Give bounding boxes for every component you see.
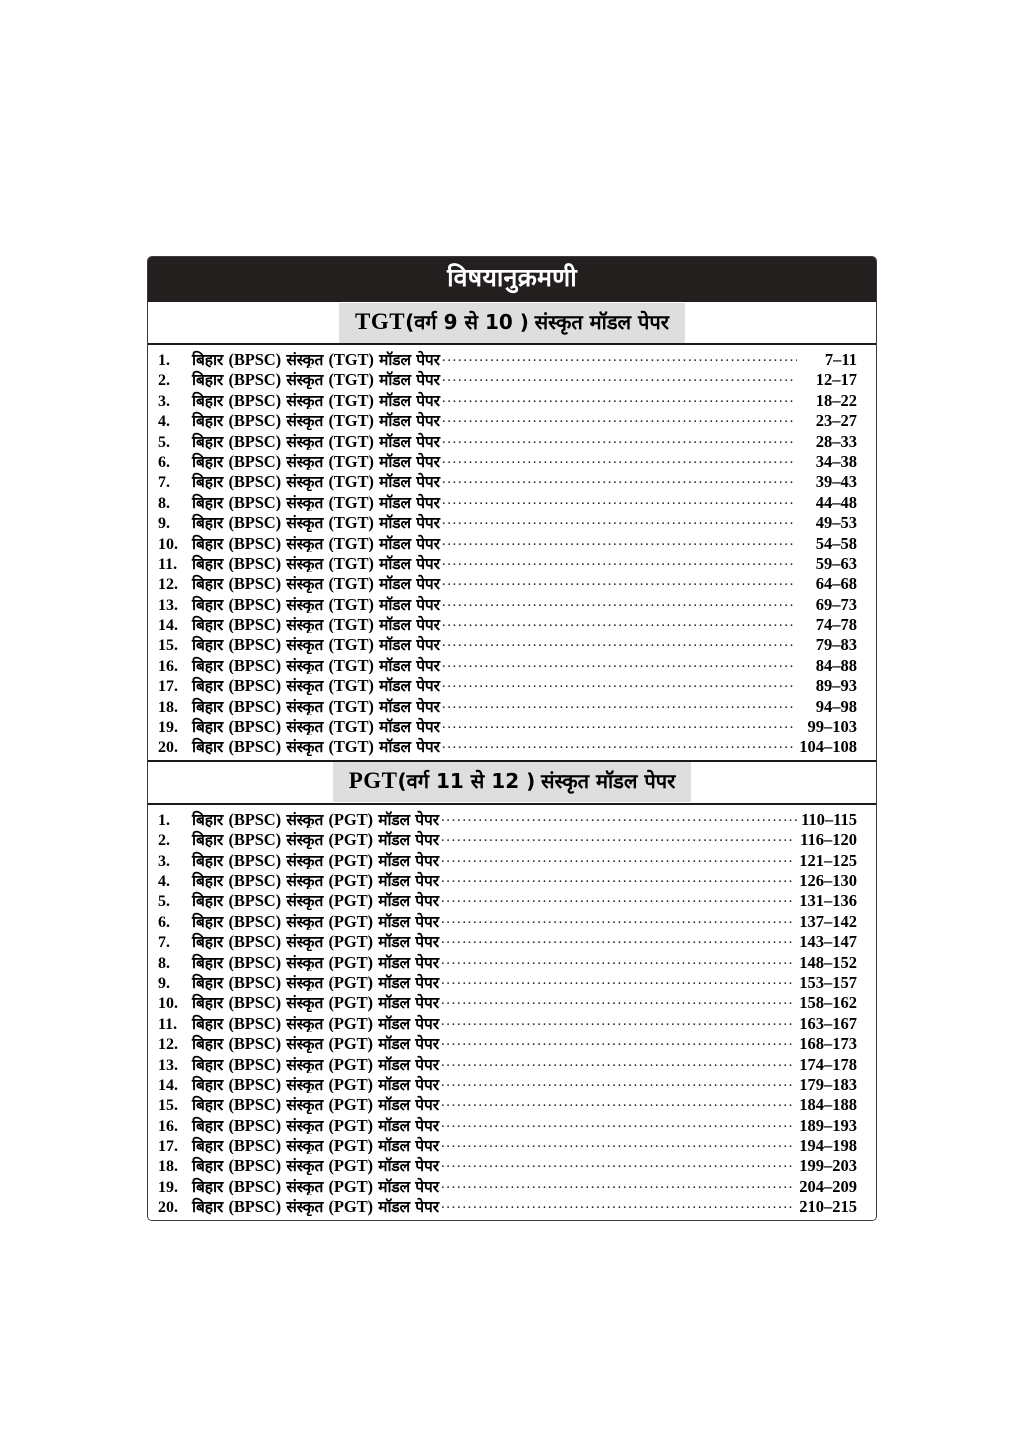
dot-leader	[441, 952, 795, 968]
toc-entry-number: 12.	[158, 576, 178, 593]
section-pgt-subject: संस्कृत मॉडल पेपर	[540, 769, 676, 794]
dot-leader	[442, 492, 795, 508]
toc-list-tgt	[148, 345, 876, 760]
toc-entry-number: 12.	[158, 1036, 178, 1053]
dot-leader	[442, 369, 795, 385]
toc-entry-number: 16.	[158, 657, 178, 675]
toc-entry-number: 9.	[158, 974, 170, 992]
toc-entry-row[interactable]	[148, 389, 876, 409]
toc-entry-row[interactable]	[148, 1012, 876, 1032]
dot-leader	[441, 1013, 795, 1029]
dot-leader	[441, 829, 795, 845]
toc-entry-title: बिहार (BPSC) संस्कृत (PGT) मॉडल पेपर	[192, 1136, 439, 1155]
toc-entry-number: 17.	[158, 678, 178, 695]
toc-entry-row[interactable]	[148, 991, 876, 1011]
section-header-tgt	[148, 302, 876, 345]
toc-entry-row[interactable]	[148, 1073, 876, 1093]
toc-entry-row[interactable]	[148, 1175, 876, 1195]
toc-entry-pages: 137–142	[799, 911, 857, 931]
toc-entry-title: बिहार (BPSC) संस्कृत (TGT) मॉडल पेपर	[192, 370, 440, 389]
dot-leader	[441, 870, 795, 886]
toc-entry-row[interactable]	[148, 613, 876, 633]
toc-entry-title: बिहार (BPSC) संस्कृत (PGT) मॉडल पेपर	[192, 911, 439, 931]
toc-entry-pages: 12–17	[815, 370, 857, 389]
toc-entry-number: 2.	[158, 832, 170, 849]
toc-entry-pages: 79–83	[815, 635, 857, 654]
toc-entry-row[interactable]	[148, 348, 876, 368]
toc-entry-number: 3.	[158, 852, 170, 869]
toc-entry-number: 7.	[158, 934, 170, 951]
toc-entry-pages: 116–120	[800, 830, 857, 849]
dot-leader	[441, 1135, 795, 1151]
dot-leader	[441, 1196, 795, 1212]
toc-entry-title: बिहार (BPSC) संस्कृत (TGT) मॉडल पेपर	[192, 655, 440, 675]
toc-entry-pages: 64–68	[815, 574, 857, 593]
dot-leader	[441, 1033, 795, 1049]
toc-entry-number: 8.	[158, 494, 170, 512]
section-tgt-exam-code: TGT	[355, 308, 406, 334]
toc-entry-row[interactable]	[148, 951, 876, 971]
toc-entry-row[interactable]	[148, 511, 876, 531]
toc-entry-row[interactable]	[148, 532, 876, 552]
toc-entry-title: बिहार (BPSC) संस्कृत (TGT) मॉडल पेपर	[192, 553, 440, 573]
toc-entry-pages: 99–103	[807, 717, 857, 736]
toc-entry-pages: 69–73	[815, 594, 857, 614]
toc-entry-pages: 126–130	[799, 870, 857, 890]
toc-entry-number: 11.	[158, 1015, 178, 1033]
toc-entry-title: बिहार (BPSC) संस्कृत (TGT) मॉडल पेपर	[192, 492, 440, 512]
toc-entry-pages: 153–157	[799, 972, 857, 992]
dot-leader	[442, 451, 795, 467]
toc-entry-pages: 34–38	[815, 451, 857, 471]
dot-leader	[441, 1115, 795, 1131]
toc-entry-pages: 158–162	[799, 993, 857, 1012]
toc-entry-title: बिहार (BPSC) संस्कृत (TGT) मॉडल पेपर	[192, 574, 440, 593]
dot-leader	[442, 594, 795, 610]
toc-entry-number: 6.	[158, 453, 170, 471]
toc-entry-number: 17.	[158, 1138, 178, 1155]
toc-entry-pages: 131–136	[799, 891, 857, 910]
toc-entry-pages: 44–48	[815, 492, 857, 512]
toc-entry-title: बिहार (BPSC) संस्कृत (PGT) मॉडल पेपर	[192, 1013, 439, 1033]
toc-entry-number: 15.	[158, 1097, 178, 1114]
section-tgt-subject: संस्कृत मॉडल पेपर	[534, 309, 669, 334]
toc-entry-title: बिहार (BPSC) संस्कृत (PGT) मॉडल पेपर	[192, 952, 439, 971]
dot-leader	[441, 850, 795, 866]
toc-entry-title: बिहार (BPSC) संस्कृत (PGT) मॉडल पेपर	[192, 830, 439, 849]
dot-leader	[441, 809, 797, 825]
toc-entry-pages: 18–22	[815, 390, 857, 410]
dot-leader	[442, 349, 797, 365]
toc-entry-pages: 210–215	[799, 1197, 857, 1216]
toc-entry-row[interactable]	[148, 450, 876, 470]
toc-entry-number: 14.	[158, 617, 178, 634]
toc-entry-title: बिहार (BPSC) संस्कृत (TGT) मॉडल पेपर	[192, 717, 440, 736]
toc-entry-pages: 163–167	[799, 1013, 857, 1033]
toc-entry-title: बिहार (BPSC) संस्कृत (TGT) मॉडल पेपर	[192, 451, 440, 471]
toc-entry-number: 20.	[158, 1199, 178, 1216]
toc-entry-row[interactable]	[148, 674, 876, 694]
toc-entry-title: बिहार (BPSC) संस्कृत (TGT) मॉडल पेपर	[192, 533, 440, 552]
toc-entry-pages: 28–33	[815, 431, 857, 450]
toc-entry-title: बिहार (BPSC) संस्कृत (TGT) मॉडल पेपर	[192, 676, 440, 695]
toc-entry-pages: 89–93	[815, 676, 857, 695]
toc-entry-number: 5.	[158, 893, 170, 910]
toc-entry-row[interactable]	[148, 470, 876, 490]
toc-entry-title: बिहार (BPSC) संस्कृत (TGT) मॉडल पेपर	[192, 615, 440, 634]
dot-leader	[442, 533, 795, 549]
toc-entry-number: 14.	[158, 1076, 178, 1094]
section-tgt-class-range: (वर्ग 9 से 10 )	[405, 309, 529, 334]
dot-leader	[442, 634, 795, 650]
dot-leader	[441, 1054, 795, 1070]
dot-leader	[442, 512, 795, 528]
toc-entry-pages: 59–63	[815, 553, 857, 573]
section-header-pgt-label	[333, 762, 692, 802]
toc-entry-number: 4.	[158, 413, 170, 430]
dot-leader	[442, 390, 795, 406]
toc-entry-title: बिहार (BPSC) संस्कृत (PGT) मॉडल पेपर	[192, 932, 439, 951]
toc-entry-number: 11.	[158, 555, 178, 573]
dot-leader	[442, 553, 795, 569]
toc-entry-pages: 7–11	[824, 350, 857, 369]
toc-entry-title: बिहार (BPSC) संस्कृत (PGT) मॉडल पेपर	[192, 1054, 439, 1073]
toc-entry-title: बिहार (BPSC) संस्कृत (PGT) मॉडल पेपर	[192, 1156, 439, 1175]
toc-entry-number: 18.	[158, 698, 178, 716]
section-pgt-exam-code: PGT	[348, 768, 398, 794]
toc-entry-row[interactable]	[148, 889, 876, 909]
toc-entry-row[interactable]	[148, 1195, 876, 1215]
toc-entry-row[interactable]	[148, 715, 876, 735]
page-title: विषयानुक्रमणी	[148, 257, 876, 302]
toc-entry-pages: 189–193	[799, 1115, 857, 1135]
toc-entry-row[interactable]	[148, 1154, 876, 1174]
toc-entry-number: 2.	[158, 372, 170, 389]
toc-entry-number: 8.	[158, 954, 170, 971]
dot-leader	[442, 716, 795, 732]
toc-entry-row[interactable]	[148, 971, 876, 991]
toc-entry-pages: 23–27	[815, 411, 857, 430]
toc-entry-pages: 74–78	[815, 615, 857, 634]
toc-entry-row[interactable]	[148, 409, 876, 429]
dot-leader	[442, 471, 795, 487]
toc-entry-number: 9.	[158, 515, 170, 532]
toc-entry-number: 6.	[158, 913, 170, 931]
toc-entry-pages: 148–152	[799, 952, 857, 971]
toc-entry-pages: 39–43	[815, 472, 857, 491]
toc-entry-row[interactable]	[148, 1032, 876, 1052]
table-of-contents	[147, 256, 877, 1221]
toc-entry-title: बिहार (BPSC) संस्कृत (TGT) मॉडल पेपर	[192, 411, 440, 430]
toc-entry-pages: 184–188	[799, 1095, 857, 1114]
toc-entry-title: बिहार (BPSC) संस्कृत (PGT) मॉडल पेपर	[192, 1034, 439, 1053]
toc-entry-title: बिहार (BPSC) संस्कृत (TGT) मॉडल पेपर	[192, 390, 440, 410]
toc-entry-number: 3.	[158, 392, 170, 410]
dot-leader	[441, 890, 795, 906]
toc-entry-row[interactable]	[148, 430, 876, 450]
section-pgt-class-range: (वर्ग 11 से 12 )	[397, 769, 536, 794]
toc-entry-number: 7.	[158, 474, 170, 491]
toc-entry-title: बिहार (BPSC) संस्कृत (PGT) मॉडल पेपर	[192, 972, 439, 992]
toc-entry-row[interactable]	[148, 633, 876, 653]
toc-entry-row[interactable]	[148, 1053, 876, 1073]
toc-entry-number: 20.	[158, 739, 178, 756]
toc-entry-row[interactable]	[148, 368, 876, 388]
toc-entry-number: 15.	[158, 637, 178, 654]
toc-entry-number: 1.	[158, 811, 170, 829]
toc-entry-row[interactable]	[148, 1093, 876, 1113]
toc-entry-title: बिहार (BPSC) संस्कृत (PGT) मॉडल पेपर	[192, 1115, 439, 1135]
toc-entry-pages: 194–198	[799, 1136, 857, 1155]
dot-leader	[442, 573, 795, 589]
toc-entry-row[interactable]	[148, 593, 876, 613]
dot-leader	[441, 1155, 795, 1171]
toc-entry-title: बिहार (BPSC) संस्कृत (TGT) मॉडल पेपर	[192, 737, 440, 756]
toc-entry-title: बिहार (BPSC) संस्कृत (TGT) मॉडल पेपर	[192, 472, 440, 491]
dot-leader	[442, 675, 795, 691]
toc-entry-title: बिहार (BPSC) संस्कृत (PGT) मॉडल पेपर	[192, 809, 439, 829]
dot-leader	[441, 972, 795, 988]
toc-entry-number: 4.	[158, 872, 170, 890]
toc-entry-number: 13.	[158, 1056, 178, 1073]
toc-entry-title: बिहार (BPSC) संस्कृत (PGT) मॉडल पेपर	[192, 1197, 439, 1216]
toc-entry-pages: 174–178	[799, 1054, 857, 1073]
dot-leader	[442, 614, 795, 630]
toc-entry-title: बिहार (BPSC) संस्कृत (TGT) मॉडल पेपर	[192, 696, 440, 716]
toc-entry-number: 19.	[158, 1178, 178, 1196]
toc-entry-number: 19.	[158, 719, 178, 736]
toc-entry-title: बिहार (BPSC) संस्कृत (TGT) मॉडल पेपर	[192, 431, 440, 450]
toc-entry-pages: 54–58	[815, 533, 857, 552]
toc-entry-title: बिहार (BPSC) संस्कृत (TGT) मॉडल पेपर	[192, 513, 440, 532]
toc-entry-pages: 143–147	[799, 932, 857, 951]
dot-leader	[441, 992, 795, 1008]
toc-entry-title: बिहार (BPSC) संस्कृत (TGT) मॉडल पेपर	[192, 635, 440, 654]
toc-entry-title: बिहार (BPSC) संस्कृत (PGT) मॉडल पेपर	[192, 850, 439, 869]
toc-entry-row[interactable]	[148, 1114, 876, 1134]
toc-entry-pages: 204–209	[799, 1176, 857, 1196]
dot-leader	[441, 1074, 795, 1090]
toc-entry-row[interactable]	[148, 552, 876, 572]
toc-entry-row[interactable]	[148, 930, 876, 950]
toc-entry-row[interactable]	[148, 572, 876, 592]
toc-entry-row[interactable]	[148, 869, 876, 889]
toc-entry-number: 5.	[158, 433, 170, 450]
toc-entry-pages: 110–115	[801, 809, 857, 829]
dot-leader	[442, 431, 795, 447]
dot-leader	[442, 696, 795, 712]
toc-entry-number: 18.	[158, 1158, 178, 1175]
dot-leader	[442, 736, 795, 752]
toc-entry-number: 13.	[158, 596, 178, 614]
toc-entry-pages: 168–173	[799, 1034, 857, 1053]
toc-entry-row[interactable]	[148, 808, 876, 828]
toc-entry-number: 1.	[158, 352, 170, 369]
toc-entry-row[interactable]	[148, 849, 876, 869]
toc-entry-pages: 179–183	[799, 1074, 857, 1094]
toc-entry-title: बिहार (BPSC) संस्कृत (PGT) मॉडल पेपर	[192, 870, 439, 890]
toc-entry-title: बिहार (BPSC) संस्कृत (PGT) मॉडल पेपर	[192, 993, 439, 1012]
toc-entry-title: बिहार (BPSC) संस्कृत (TGT) मॉडल पेपर	[192, 594, 440, 614]
toc-entry-number: 10.	[158, 995, 178, 1012]
toc-entry-row[interactable]	[148, 828, 876, 848]
dot-leader	[441, 1176, 795, 1192]
toc-entry-row[interactable]	[148, 1134, 876, 1154]
section-header-pgt	[148, 760, 876, 805]
dot-leader	[441, 931, 795, 947]
toc-entry-pages: 94–98	[815, 696, 857, 716]
toc-entry-pages: 104–108	[799, 737, 857, 756]
toc-entry-row[interactable]	[148, 695, 876, 715]
dot-leader	[442, 410, 795, 426]
toc-entry-title: बिहार (BPSC) संस्कृत (PGT) मॉडल पेपर	[192, 1074, 439, 1094]
dot-leader	[441, 911, 795, 927]
toc-entry-pages: 49–53	[815, 513, 857, 532]
toc-entry-title: बिहार (BPSC) संस्कृत (PGT) मॉडल पेपर	[192, 891, 439, 910]
toc-entry-row[interactable]	[148, 491, 876, 511]
toc-entry-row[interactable]	[148, 735, 876, 755]
toc-list-pgt	[148, 805, 876, 1220]
toc-entry-title: बिहार (BPSC) संस्कृत (TGT) मॉडल पेपर	[192, 350, 440, 369]
dot-leader	[441, 1094, 795, 1110]
dot-leader	[442, 655, 795, 671]
toc-entry-pages: 84–88	[815, 655, 857, 675]
toc-entry-number: 10.	[158, 535, 178, 552]
toc-entry-title: बिहार (BPSC) संस्कृत (PGT) मॉडल पेपर	[192, 1176, 439, 1196]
toc-entry-number: 16.	[158, 1117, 178, 1135]
toc-entry-row[interactable]	[148, 910, 876, 930]
toc-entry-title: बिहार (BPSC) संस्कृत (PGT) मॉडल पेपर	[192, 1095, 439, 1114]
section-header-tgt-label	[339, 303, 685, 343]
toc-entry-pages: 121–125	[799, 850, 857, 869]
toc-entry-row[interactable]	[148, 654, 876, 674]
toc-entry-pages: 199–203	[799, 1156, 857, 1175]
